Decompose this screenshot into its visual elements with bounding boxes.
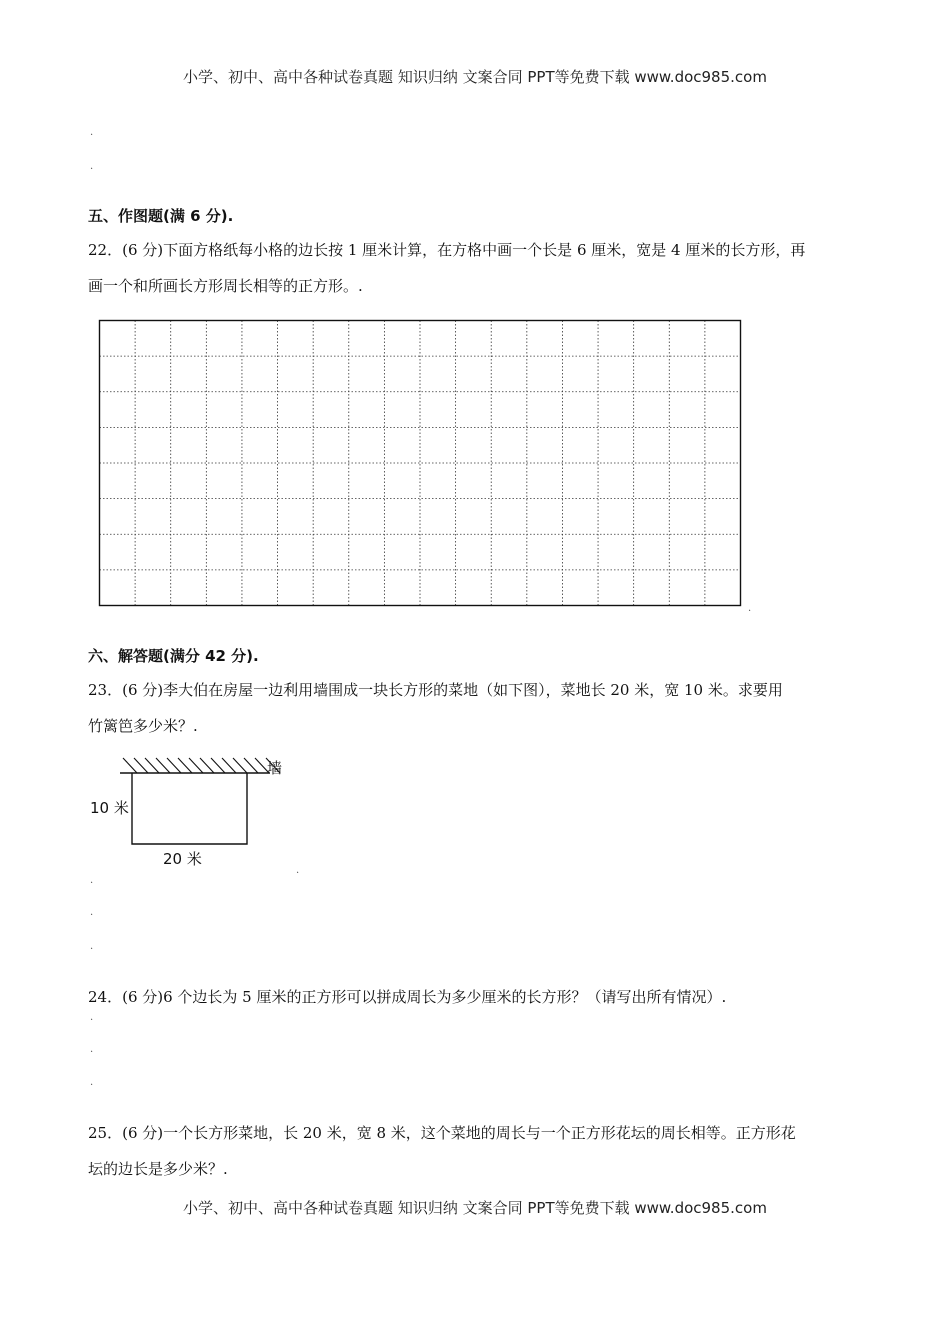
wall-hatch-mark <box>244 758 258 773</box>
wall-hatch-mark <box>233 758 247 773</box>
paragraph-mark: . <box>90 1044 94 1055</box>
paragraph-mark: . <box>748 603 752 614</box>
page-footer: 小学、初中、高中各种试卷真题 知识归纳 文案合同 PPT等免费下载 www.doc985.com <box>183 1199 767 1217</box>
section-five-title: 五、作图题(满 6 分). <box>88 207 234 225</box>
paragraph-mark: . <box>90 127 94 138</box>
page-header: 小学、初中、高中各种试卷真题 知识归纳 文案合同 PPT等免费下载 www.doc985.com <box>183 68 767 86</box>
question-24-line-1: 24．(6 分)6 个边长为 5 厘米的正方形可以拼成周长为多少厘米的长方形？（请写出所有情况）. <box>88 988 727 1006</box>
wall-hatch-mark <box>211 758 225 773</box>
question-24 <box>88 979 863 1015</box>
question-25 <box>88 1115 863 1187</box>
wall-hatch-mark <box>167 758 181 773</box>
grid-paper <box>98 319 744 609</box>
question-22-line-2: 画一个和所画长方形周长相等的正方形。. <box>88 277 363 295</box>
question-23-line-1: 23．(6 分)李大伯在房屋一边利用墙围成一块长方形的菜地（如下图），菜地长 20 米，宽 10 米。求要用 <box>88 681 783 699</box>
wall-hatch-mark <box>222 758 236 773</box>
question-23 <box>88 672 863 744</box>
garden-figure <box>85 752 300 877</box>
paragraph-mark: . <box>90 875 94 886</box>
wall-hatch-mark <box>134 758 148 773</box>
wall-hatch-mark <box>145 758 159 773</box>
question-25-line-2: 坛的边长是多少米？. <box>88 1160 228 1178</box>
paragraph-mark: . <box>90 1012 94 1023</box>
question-23-line-2: 竹篱笆多少米？. <box>88 717 198 735</box>
wall-hatch-mark <box>189 758 203 773</box>
wall-hatch-mark <box>156 758 170 773</box>
paragraph-mark: . <box>90 907 94 918</box>
wall-label: 墙 <box>267 759 283 777</box>
question-22-line-1: 22．(6 分)下面方格纸每小格的边长按 1 厘米计算，在方格中画一个长是 6 厘米，宽是 4 厘米的长方形，再 <box>88 241 806 259</box>
width-label: 20 米 <box>163 850 202 868</box>
wall-hatch-mark <box>200 758 214 773</box>
garden-rectangle <box>132 773 247 844</box>
paragraph-mark: . <box>296 865 300 876</box>
wall-hatch-mark <box>123 758 137 773</box>
paragraph-mark: . <box>90 941 94 952</box>
wall-hatch-mark <box>178 758 192 773</box>
height-label: 10 米 <box>90 799 129 817</box>
paragraph-mark: . <box>90 1077 94 1088</box>
question-25-line-1: 25．(6 分)一个长方形菜地，长 20 米，宽 8 米，这个菜地的周长与一个正方形花坛的周长相等。正方形花 <box>88 1124 796 1142</box>
section-six-title: 六、解答题(满分 42 分). <box>88 647 259 665</box>
question-22 <box>88 232 863 304</box>
paragraph-mark: . <box>90 161 94 172</box>
